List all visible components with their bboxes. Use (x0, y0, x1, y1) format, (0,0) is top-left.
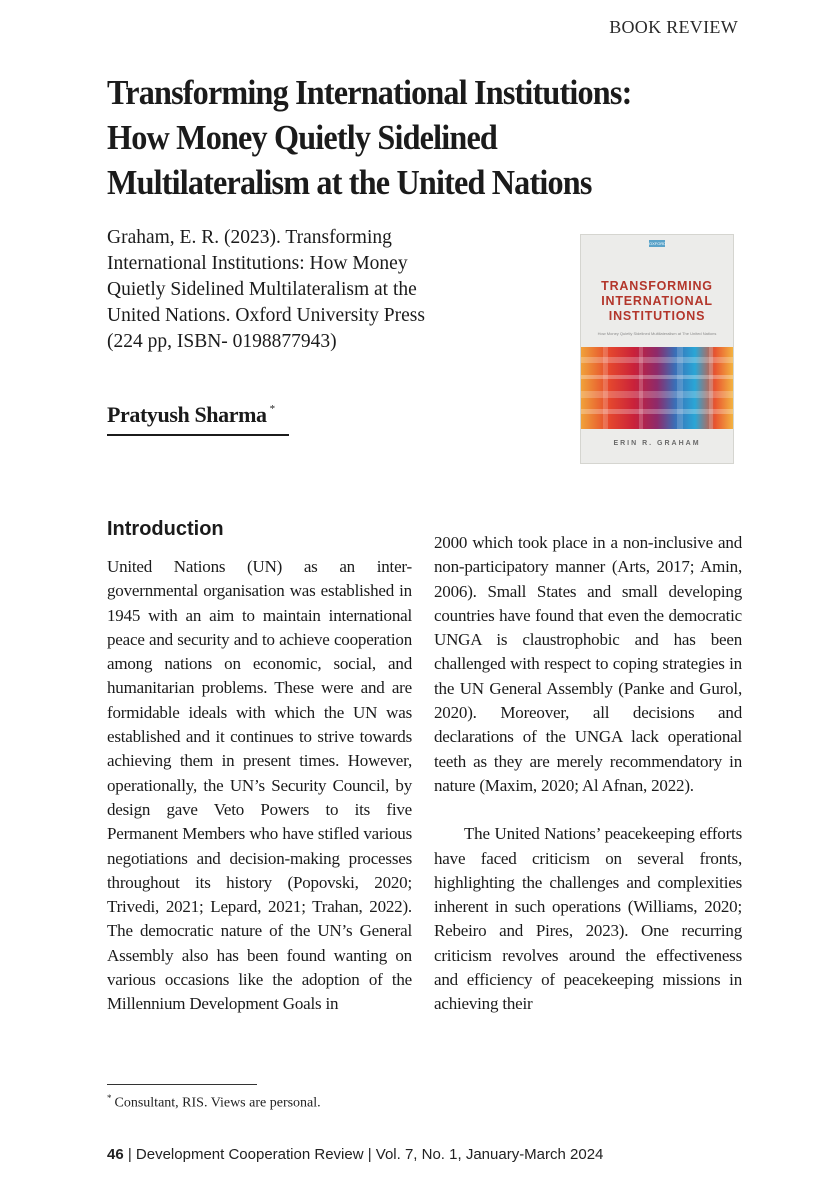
body-column-right (434, 531, 742, 1017)
cover-subtitle: How Money Quietly Sidelined Multilateralism at The United Nations (597, 331, 717, 336)
citation-line: International Institutions: How Money (107, 253, 408, 274)
page-footer (107, 1146, 747, 1163)
cover-author: ERIN R. GRAHAM (613, 440, 701, 447)
footnote-divider (107, 1084, 257, 1085)
title-line: How Money Quietly Sidelined (107, 118, 498, 157)
paragraph: 2000 which took place in a non-inclusive and non-participatory manner (Arts, 2017; Amin, 2006). Small States and small developing countries have found that even the democratic UNGA is claustrophobic and has been challenged with respect to coping strategies in the UN General Assembly (Panke and Gurol, 2020). Moreover, all decisions and declarations of the UNGA lack operational teeth as they are merely recommendatory in nature (Maxim, 2020; Al Afnan, 2022). (434, 533, 742, 795)
title-line: Transforming International Institutions: (107, 73, 632, 112)
citation-line: Quietly Sidelined Multilateralism at the (107, 279, 417, 300)
citation-line: United Nations. Oxford University Press (107, 305, 425, 326)
section-label: BOOK REVIEW (609, 17, 738, 37)
book-citation (107, 225, 527, 355)
citation-line: Graham, E. R. (2023). Transforming (107, 227, 392, 248)
citation-line: (224 pp, ISBN- 0198877943) (107, 331, 337, 352)
section-heading-introduction: Introduction (107, 518, 224, 540)
book-cover-image (580, 234, 734, 464)
cover-title-line: INTERNATIONAL (601, 294, 713, 308)
cover-publisher-logo: OXFORD (649, 241, 667, 246)
paragraph: United Nations (UN) as an inter-governmental organisation was established in 1945 with an aim to maintain international peace and security and to achieve cooperation among nations on economic, social, and humanitarian problems. These were and are formidable ideals with which the UN was established and it continues to strive towards achieving them in present times. However, operationally, the UN’s Security Council, by design gave Veto Powers to its five Permanent Members who have stifled various negotiations and decision-making processes throughout its history (Popovski, 2020; Trivedi, 2021; Lepard, 2021; Trahan, 2022). The democratic nature of the UN’s General Assembly also has been found wanting on various occasions like the adoption of the Millennium Development Goals in (107, 557, 412, 1014)
author-footnote-marker: * (269, 403, 275, 415)
cover-title-line: TRANSFORMING (601, 279, 713, 293)
footnote-text: Consultant, RIS. Views are personal. (114, 1095, 321, 1111)
body-column-left (107, 555, 412, 1017)
author-name: Pratyush Sharma (107, 402, 267, 427)
title-line: Multilateralism at the United Nations (107, 163, 592, 202)
cover-stripes-art (581, 347, 733, 429)
journal-info: | Development Cooperation Review | Vol. 7, No. 1, January-March 2024 (123, 1146, 604, 1163)
cover-title-line: INSTITUTIONS (608, 309, 706, 323)
paragraph: The United Nations’ peacekeeping efforts have faced criticism on several fronts, highlighting the challenges and complexities inherent in such operations (Williams, 2020; Rebeiro and Pires, 2023). One recurring criticism revolves around the effectiveness and efficiency of peacekeeping missions in achieving their (434, 824, 742, 1014)
footnote (107, 1093, 321, 1112)
author-byline (107, 402, 289, 436)
cover-title (581, 279, 733, 324)
footnote-marker: * (107, 1093, 112, 1103)
article-title (107, 70, 696, 205)
page-number: 46 (107, 1146, 124, 1163)
